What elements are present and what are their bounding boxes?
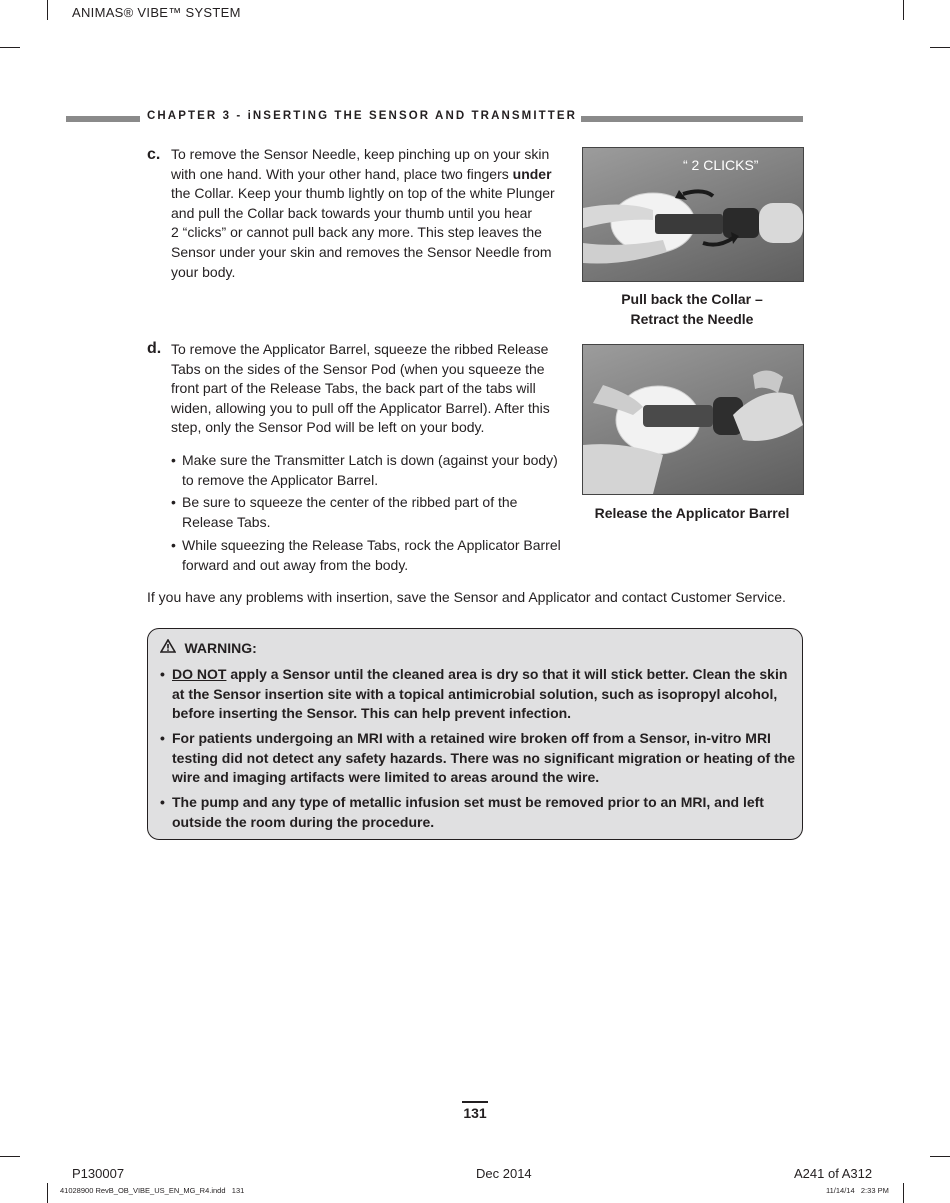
bullet-line: Release Tabs. [182, 513, 271, 530]
step-d-line: widen, allowing you to pull off the Applicator Barrel). After this [171, 399, 550, 416]
release-barrel-photo [582, 344, 804, 495]
step-c-line: Sensor under your skin and removes the Sensor Needle from [171, 243, 552, 260]
warning-line-part: apply a Sensor until the cleaned area is dry so that it will stick better. Clean the skin [226, 666, 788, 682]
collar-retract-photo [582, 147, 804, 282]
warning-line: at the Sensor insertion site with a topical antimicrobial solution, such as isopropyl alcohol, [172, 685, 778, 702]
page-number-rule [462, 1101, 488, 1103]
footer-date: Dec 2014 [476, 1166, 532, 1181]
figure-d-caption: Release the Applicator Barrel [594, 505, 790, 521]
chapter-title: CHAPTER 3 - iNSERTING THE SENSOR AND TRANSMITTER [147, 110, 581, 122]
bullet-dot: • [171, 452, 176, 468]
warning-triangle-icon [160, 639, 176, 658]
page-number: 131 [463, 1105, 487, 1121]
step-c-line-part: with one hand. With your other hand, place two fingers [171, 165, 513, 182]
step-c-line: the Collar. Keep your thumb lightly on top of the white Plunger [171, 185, 555, 202]
figure-c-caption [582, 289, 802, 329]
footer-slug-timestamp: 11/14/14 2:33 PM [826, 1186, 889, 1195]
crop-mark [903, 1183, 904, 1203]
warning-line: before inserting the Sensor. This can help prevent infection. [172, 705, 572, 722]
problems-text: If you have any problems with insertion, save the Sensor and Applicator and contact Customer Service. [147, 589, 786, 605]
step-c-line: To remove the Sensor Needle, keep pinching up on your skin [171, 146, 550, 162]
step-d-letter: d. [147, 340, 162, 357]
step-d-line: step, only the Sensor Pod will be left on your body. [171, 419, 485, 436]
step-d-line: front part of the Release Tabs, the back part of the tabs will [171, 380, 536, 397]
crop-mark [0, 1156, 20, 1157]
crop-mark [47, 0, 48, 20]
warning-box [147, 628, 803, 840]
bullet-line: Make sure the Transmitter Latch is down (against your body) [182, 452, 558, 468]
step-d-bullet [171, 493, 576, 532]
bullet-line: forward and out away from the body. [182, 556, 409, 573]
warning-line: wire and imaging artifacts were limited to areas around the wire. [172, 769, 600, 786]
step-c-line: 2 “clicks” or cannot pull back any more. This step leaves the [171, 224, 542, 241]
chapter-rule-left [66, 116, 140, 122]
warning-line: testing did not detect any safety hazards. There was no significant migration or heating of the [172, 749, 796, 766]
bullet-dot: • [171, 537, 176, 553]
running-head: ANIMAS® VIBE™ SYSTEM [72, 5, 241, 20]
bullet-line: While squeezing the Release Tabs, rock the Applicator Barrel [182, 537, 561, 553]
bullet-line: to remove the Applicator Barrel. [182, 471, 379, 488]
step-d-bullet [171, 536, 576, 575]
footer-slug-file: 41028900 RevB_OB_VIBE_US_EN_MG_R4.indd 131 [60, 1186, 245, 1195]
footer-page-of: A241 of A312 [794, 1166, 873, 1181]
warning-item [160, 729, 800, 788]
step-c-line [171, 165, 576, 185]
warning-item [160, 793, 800, 832]
warning-line: The pump and any type of metallic infusion set must be removed prior to an MRI, and left [172, 794, 764, 810]
step-c-letter: c. [147, 146, 161, 163]
warning-bullet: • [160, 730, 165, 746]
figure-c-caption-line: Retract the Needle [630, 311, 754, 327]
footer-doc-id: P130007 [72, 1166, 125, 1181]
bullet-dot: • [171, 494, 176, 510]
warning-line: For patients undergoing an MRI with a retained wire broken off from a Sensor, in-vitro MRI [172, 730, 771, 746]
bullet-line: Be sure to squeeze the center of the ribbed part of the [182, 494, 518, 510]
step-c-line: your body. [171, 263, 236, 280]
warning-title: WARNING: [184, 640, 257, 656]
warning-bullet: • [160, 794, 165, 810]
crop-mark [930, 1156, 950, 1157]
step-c-line: and pull the Collar back towards your thumb until you hear [171, 204, 533, 221]
figure-c-caption-line: Pull back the Collar – [621, 291, 763, 307]
crop-mark [903, 0, 904, 20]
release-barrel-illustration [583, 345, 803, 494]
step-d-text [171, 340, 576, 438]
step-c-text [171, 145, 576, 282]
step-d-bullet [171, 451, 576, 490]
warning-line [172, 665, 800, 685]
clicks-overlay-text: “ 2 CLICKS” [683, 157, 759, 173]
warning-bullet: • [160, 666, 165, 682]
warning-emphasis: DO NOT [172, 666, 227, 682]
warning-title-row [160, 639, 257, 659]
step-c-emphasis: under [512, 165, 552, 182]
crop-mark [930, 47, 950, 48]
warning-item [160, 665, 800, 724]
step-d-line: To remove the Applicator Barrel, squeeze the ribbed Release [171, 341, 549, 357]
step-d-line: Tabs on the sides of the Sensor Pod (when you squeeze the [171, 360, 545, 377]
crop-mark [0, 47, 20, 48]
warning-line: outside the room during the procedure. [172, 813, 435, 830]
crop-mark [47, 1183, 48, 1203]
